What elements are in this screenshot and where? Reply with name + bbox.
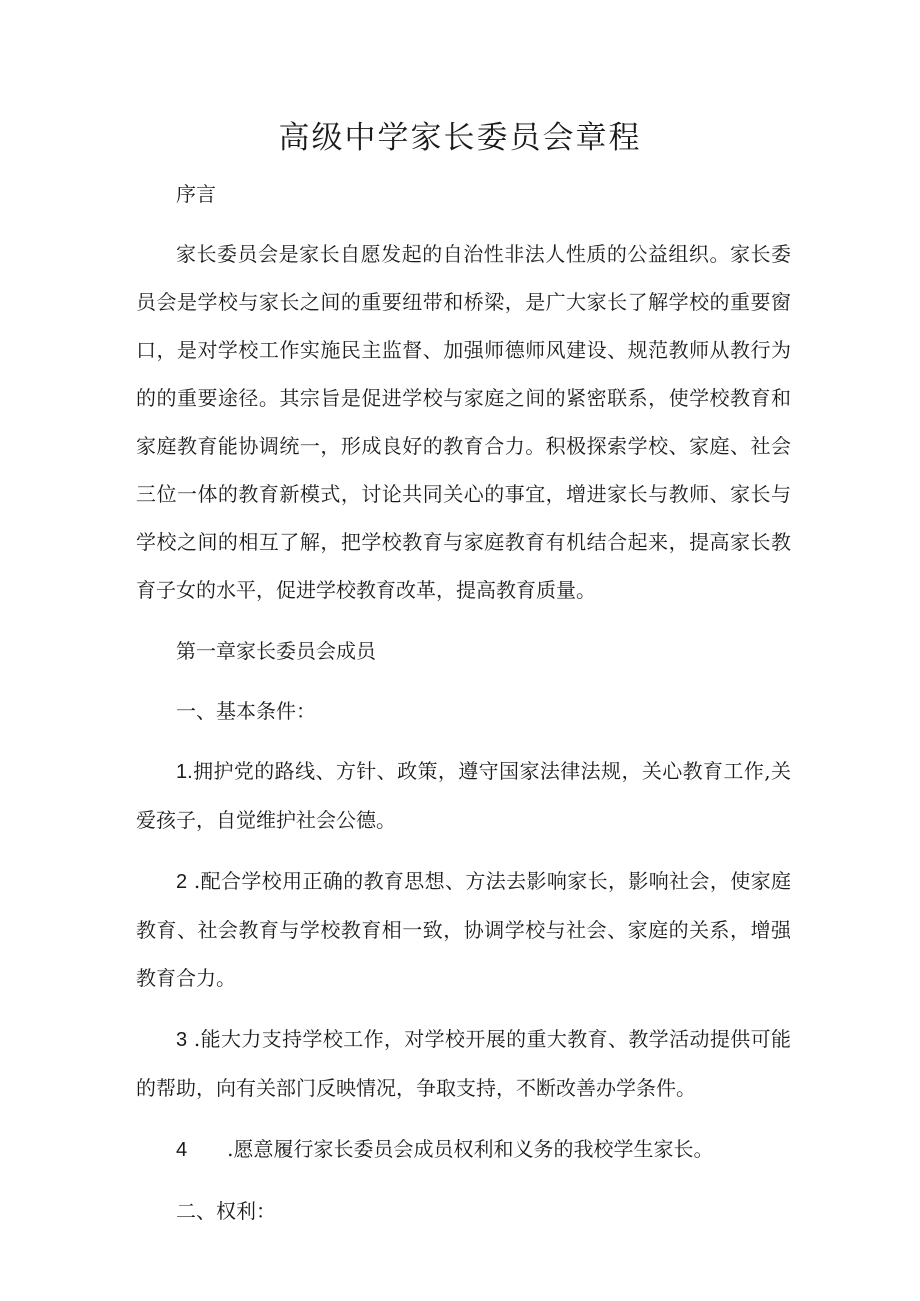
list-item-number: 3 (176, 1029, 188, 1051)
document-body (136, 170, 791, 1247)
list-item-text: .愿意履行家长委员会成员权利和义务的我校学生家长。 (227, 1137, 714, 1161)
list-item (136, 1015, 791, 1112)
list-item-number: 1. (176, 761, 193, 783)
list-item-number: 4 (176, 1139, 188, 1161)
list-item-text: 拥护党的路线、方针、政策，遵守国家法律法规，关心教育工作,关爱孩子，自觉维护社会公德。 (136, 759, 791, 832)
section-heading-basic-conditions: 一、基本条件： (176, 699, 316, 723)
list-item (136, 747, 791, 844)
list-item-text: .能大力支持学校工作，对学校开展的重大教育、教学活动提供可能的帮助，向有关部门反映情况，争取支持，不断改善办学条件。 (136, 1027, 792, 1100)
list-item-number: 2 (176, 871, 188, 893)
document-title: 高级中学家长委员会章程 (278, 120, 642, 156)
preface-paragraph: 家长委员会是家长自愿发起的自治性非法人性质的公益组织。家长委员会是学校与家长之间的重要纽带和桥梁，是广大家长了解学校的重要窗口，是对学校工作实施民主监督、加强师德师风建设、规范教师从教行为的的重要途径。其宗旨是促进学校与家庭之间的紧密联系，使学校教育和家庭教育能协调统一，形成良好的教育合力。积极探索学校、家庭、社会三位一体的教育新模式，讨论共同关心的事宜，增进家长与教师、家长与学校之间的相互了解，把学校教育与家庭教育有机结合起来，提高家长教育子女的水平，促进学校教育改革，提高教育质量。 (136, 242, 791, 602)
list-item (136, 1125, 791, 1174)
section-heading-rights: 二、权利： (176, 1199, 276, 1223)
chapter-heading: 第一章家长委员会成员 (176, 639, 376, 663)
preface-heading: 序言 (176, 182, 216, 206)
list-item (136, 857, 791, 1002)
list-item-text: .配合学校用正确的教育思想、方法去影响家长，影响社会，使家庭教育、社会教育与学校教育相一致，协调学校与社会、家庭的关系，增强教育合力。 (136, 869, 792, 990)
